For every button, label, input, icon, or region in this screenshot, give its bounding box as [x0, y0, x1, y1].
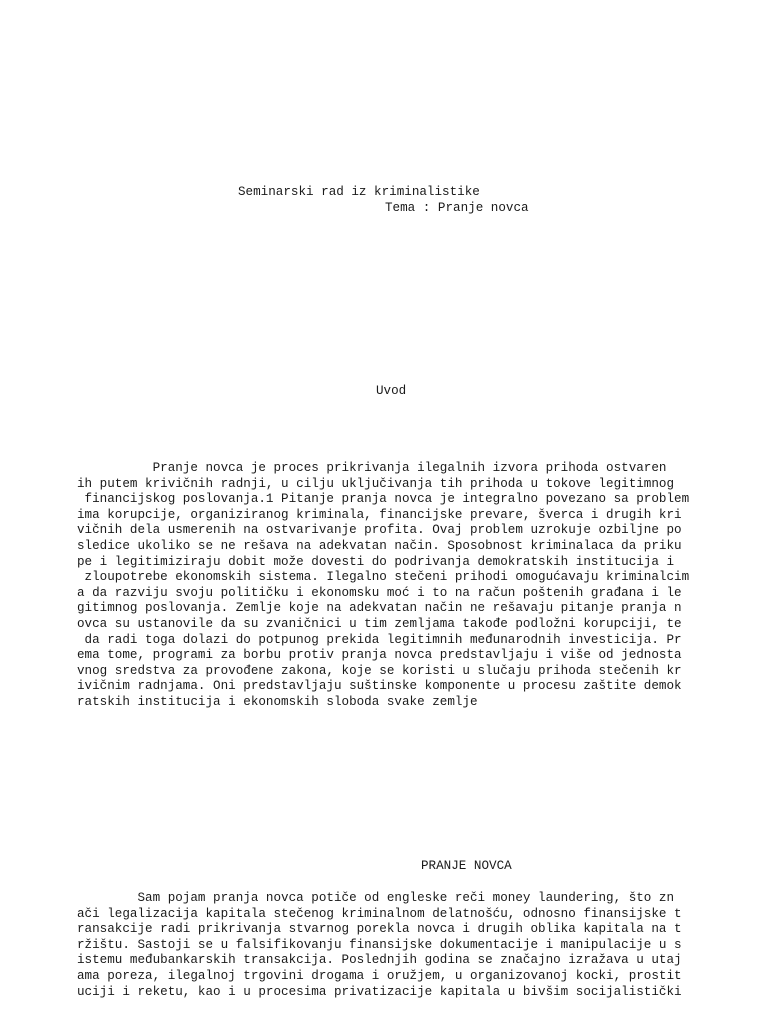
- text-line: ransakcije radi prikrivanja stvarnog porekla novca i drugih oblika kapitala na t: [77, 922, 682, 937]
- text-line: financijskog poslovanja.1 Pitanje pranja novca je integralno povezano sa problem: [77, 492, 690, 507]
- text-line: Pranje novca je proces prikrivanja ilegalnih izvora prihoda ostvaren: [77, 461, 667, 475]
- text-line: gitimnog poslovanja. Zemlje koje na adekvatan način ne rešavaju pitanje pranja n: [77, 601, 682, 616]
- text-line: da radi toga dolazi do potpunog prekida legitimnih međunarodnih investicija. Pr: [77, 632, 682, 647]
- text-line: ama poreza, ilegalnoj trgovini drogama i oružjem, u organizovanoj kocki, prostit: [77, 969, 682, 983]
- text-line: a da razviju svoju političku i ekonomsku moć i to na račun poštenih građana i le: [77, 585, 682, 600]
- text-line: istemu međubankarskih transakcija. Poslednjih godina se značajno izražava u utaj: [77, 953, 682, 968]
- section-heading-intro: Uvod: [376, 384, 407, 398]
- text-line: ema tome, programi za borbu protiv pranja novca predstavljaju i više od jednosta: [77, 648, 682, 663]
- document-title: Seminarski rad iz kriminalistike: [238, 185, 480, 199]
- text-line: ih putem krivičnih radnji, u cilju uključivanja tih prihoda u tokove legitimnog: [77, 476, 675, 491]
- text-line: vičnih dela usmerenih na ostvarivanje profita. Ovaj problem uzrokuje ozbiljne po: [77, 523, 682, 538]
- text-line: pe i legitimiziraju dobit može dovesti do podrivanja demokratskih institucija i: [77, 554, 675, 569]
- text-line: sledice ukoliko se ne rešava na adekvatan način. Sposobnost kriminalaca da priku: [77, 539, 682, 553]
- text-line: ratskih institucija i ekonomskih sloboda svake zemlje: [77, 695, 478, 709]
- text-line: Sam pojam pranja novca potiče od engleske reči money laundering, što zn: [77, 891, 675, 905]
- text-line: vnog sredstva za provođene zakona, koje se koristi u slučaju prihoda stečenih kr: [77, 663, 682, 678]
- section-heading-money-laundering: PRANJE NOVCA: [421, 859, 512, 873]
- text-line: ržištu. Sastoji se u falsifikovanju finansijske dokumentacije i manipulacije u s: [77, 937, 682, 952]
- document-topic: Tema : Pranje novca: [385, 201, 529, 215]
- text-line: ovca su ustanovile da su zvaničnici u tim zemljama takođe podložni korupciji, te: [77, 617, 682, 631]
- text-line: zloupotrebe ekonomskih sistema. Ilegalno stečeni prihodi omogućavaju kriminalcim: [77, 570, 690, 585]
- text-line: ivičnim radnjama. Oni predstavljaju suštinske komponente u procesu zaštite demok: [77, 679, 682, 694]
- text-line: uciji i reketu, kao i u procesima privatizacije kapitala u bivšim socijalistički: [77, 984, 682, 999]
- text-line: ima korupcije, organiziranog kriminala, financijske prevare, šverca i drugih kri: [77, 507, 682, 522]
- text-line: ači legalizacija kapitala stečenog kriminalnom delatnošću, odnosno finansijske t: [77, 906, 682, 921]
